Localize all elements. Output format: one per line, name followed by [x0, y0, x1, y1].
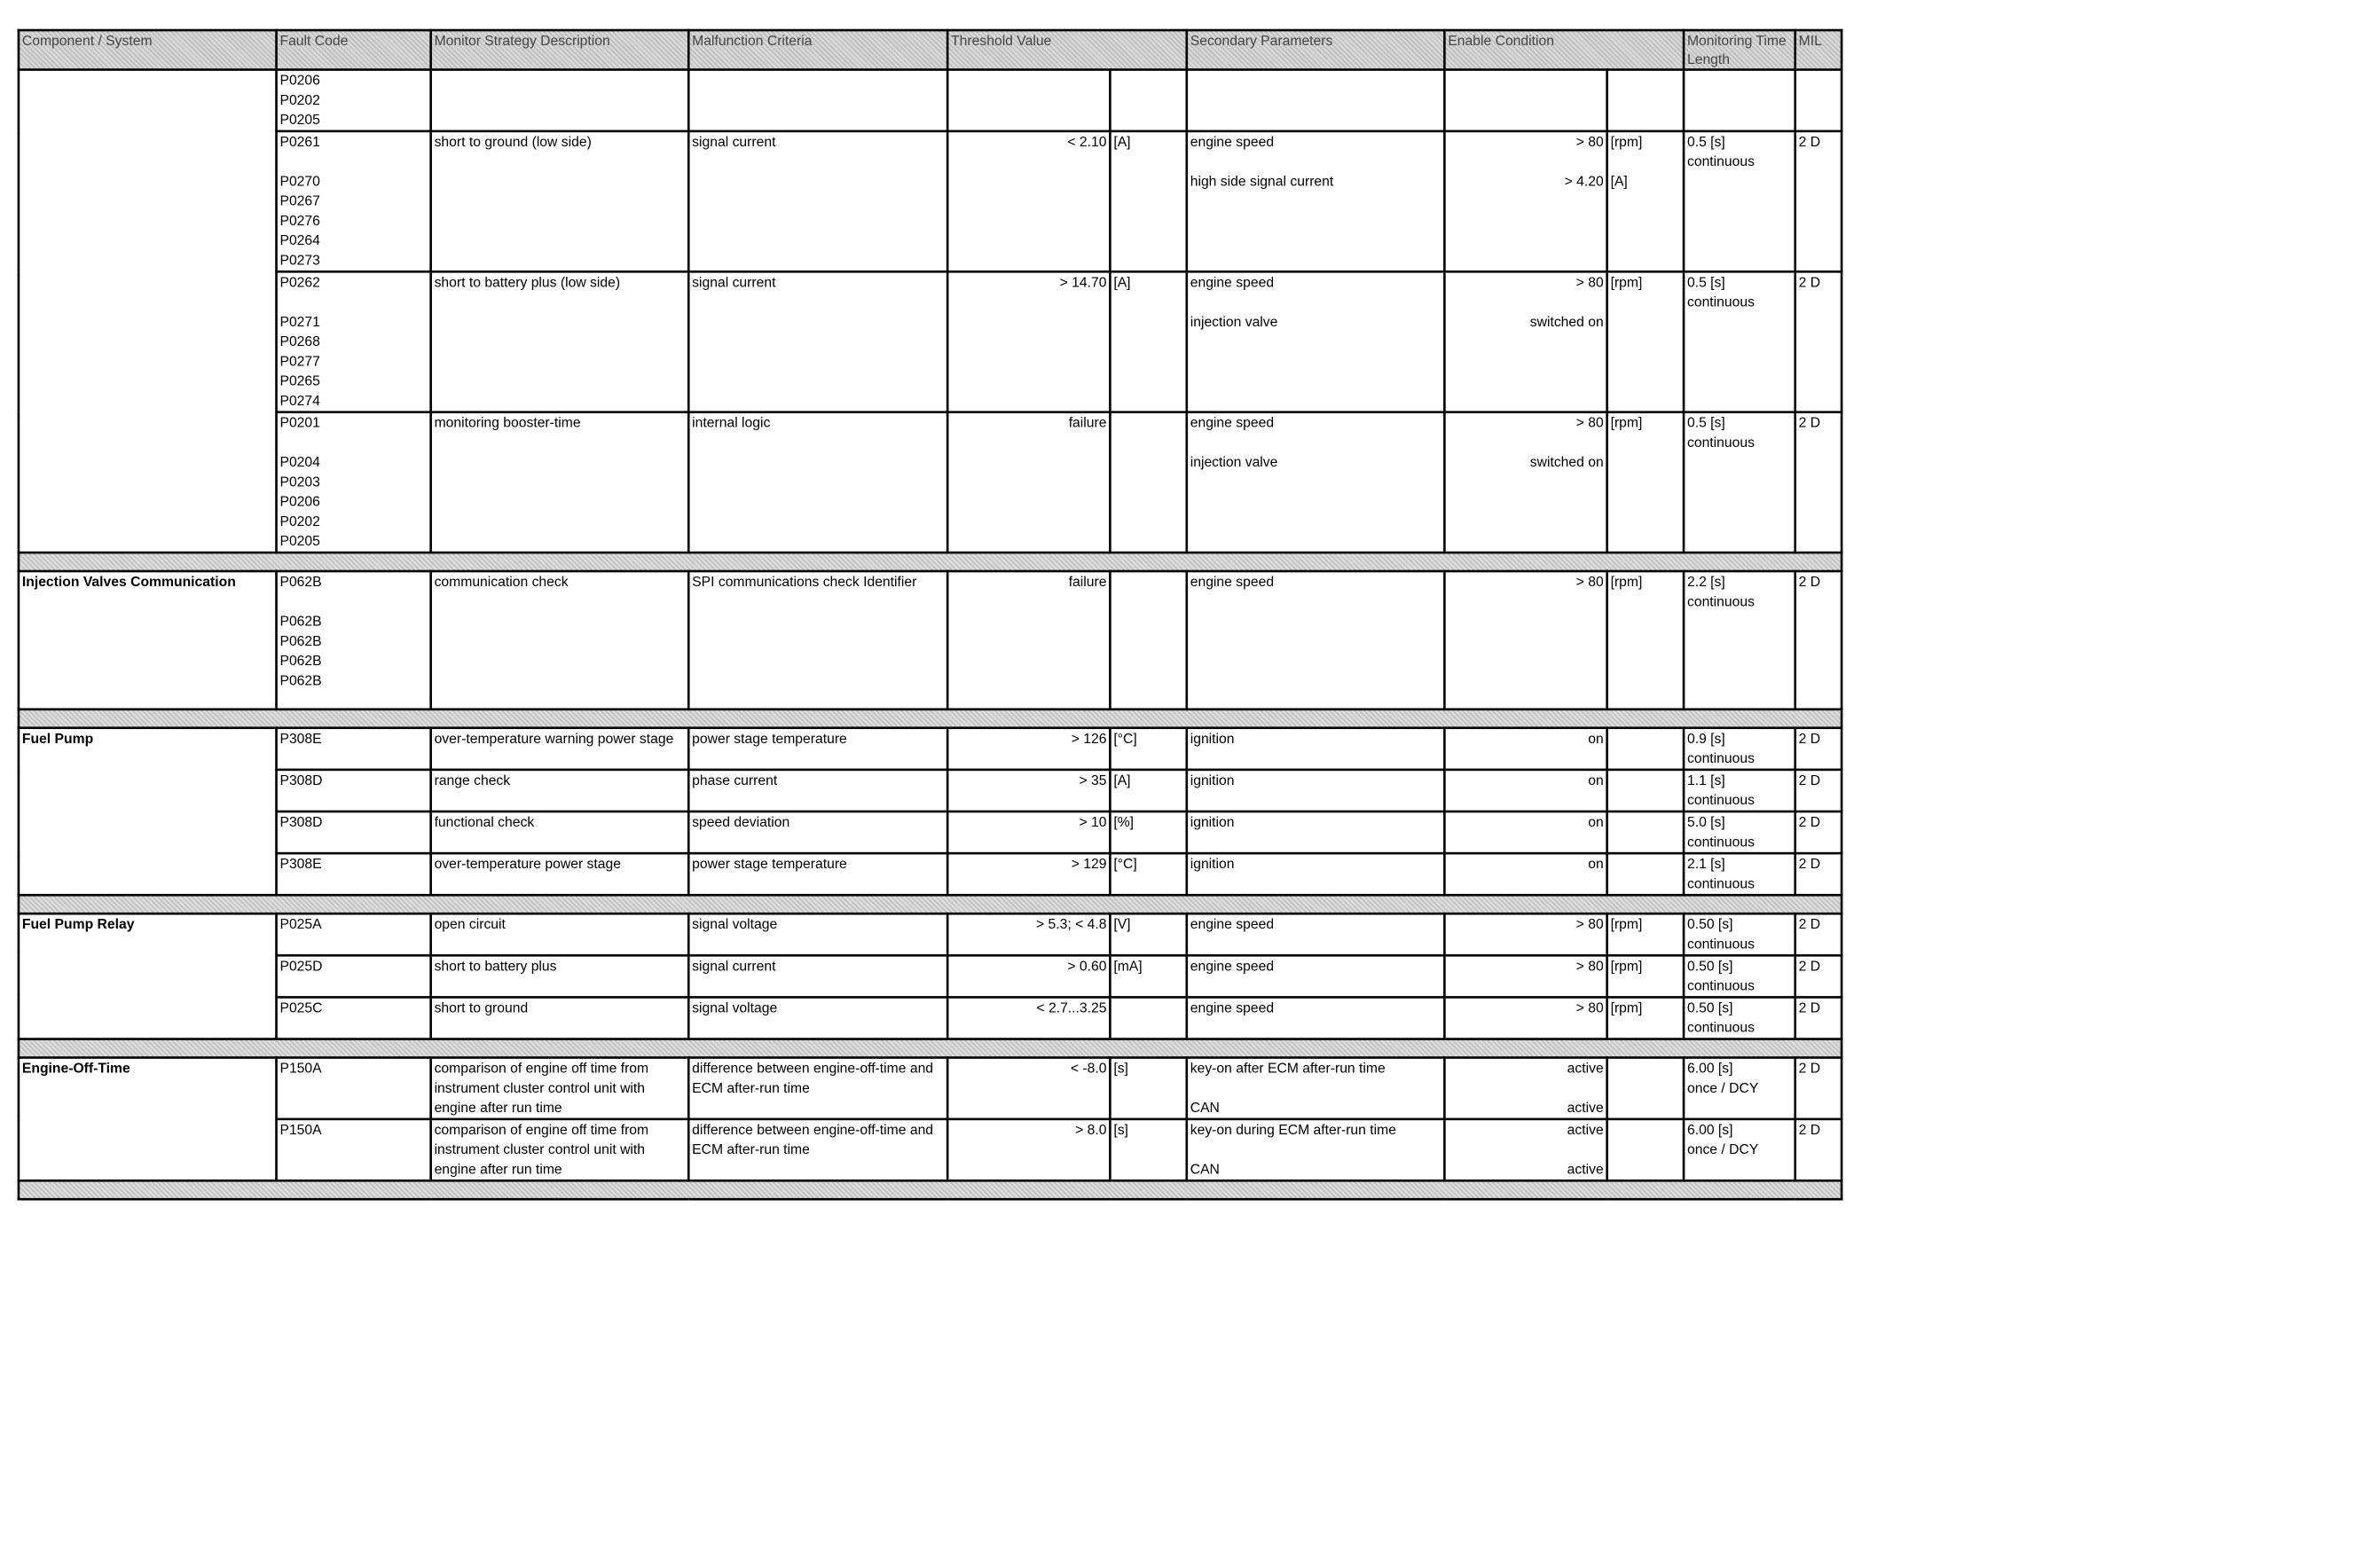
fault-code-cell [277, 131, 431, 271]
malfunction-criteria: power stage temperature [688, 853, 947, 895]
enable-unit-value: [rpm] [1607, 955, 1684, 997]
fault-code: P0202 [279, 513, 320, 529]
enable-unit-value: [rpm] [1607, 997, 1684, 1039]
monitoring-time [1684, 913, 1795, 955]
table-row [19, 1057, 1842, 1118]
time-mode: once / DCY [1686, 1079, 1759, 1096]
enable-value: on [1444, 853, 1606, 895]
enable-unit-value [1607, 853, 1684, 895]
fault-code: P308D [277, 770, 431, 811]
secondary-params [1187, 271, 1445, 412]
threshold-value: < 2.7...3.25 [947, 997, 1110, 1039]
monitor-strategy: short to ground [431, 997, 689, 1039]
component-name: Fuel Pump [19, 728, 277, 895]
monitoring-time [1684, 412, 1795, 553]
header-malfunction: Malfunction Criteria [688, 30, 947, 70]
enable-unit [1607, 1119, 1684, 1180]
secondary-param: injection valve [1190, 453, 1278, 471]
enable-condition [1444, 1057, 1606, 1118]
table-row [19, 997, 1842, 1039]
table-row [19, 571, 1842, 709]
time-value: 1.1 [s] [1686, 772, 1725, 788]
header-fault-code: Fault Code [277, 30, 431, 70]
fault-code: P308D [277, 811, 431, 853]
time-mode: continuous [1686, 1019, 1755, 1036]
header-secondary: Secondary Parameters [1187, 30, 1445, 70]
time-mode: continuous [1686, 153, 1755, 170]
fault-code: P0277 [279, 352, 320, 370]
section-divider [19, 1039, 1842, 1058]
enable-unit [1607, 412, 1684, 553]
malfunction-criteria: power stage temperature [688, 728, 947, 770]
header-component: Component / System [19, 30, 277, 70]
threshold-unit: [mA] [1110, 955, 1186, 997]
monitor-strategy: short to battery plus [431, 955, 689, 997]
header-monitor: Monitor Strategy Description [431, 30, 689, 70]
time-mode: continuous [1686, 977, 1755, 994]
secondary-param: engine speed [1187, 955, 1445, 997]
secondary-param: engine speed [1190, 133, 1275, 150]
enable-condition [1444, 131, 1606, 271]
table-row [19, 955, 1842, 997]
malfunction-criteria: signal current [688, 131, 947, 271]
threshold-unit [1110, 997, 1186, 1039]
monitoring-time [1684, 955, 1795, 997]
enable-value: > 80 [1444, 955, 1606, 997]
monitor-strategy: over-temperature warning power stage [431, 728, 689, 770]
malfunction-criteria: difference between engine-off-time and ECM after-run time [688, 1057, 947, 1118]
secondary-params [1187, 1057, 1445, 1118]
time-mode: continuous [1686, 936, 1755, 952]
table-row [19, 131, 1842, 271]
threshold-unit: [A] [1110, 271, 1186, 412]
time-mode: continuous [1686, 791, 1755, 809]
secondary-param: high side signal current [1190, 173, 1334, 190]
section-divider [19, 553, 1842, 571]
fault-code: P0202 [279, 91, 320, 108]
time-mode: continuous [1686, 294, 1755, 310]
enable-unit-value: [rpm] [1610, 273, 1643, 291]
threshold-value: > 5.3; < 4.8 [947, 913, 1110, 955]
threshold-unit: [%] [1110, 811, 1186, 853]
enable-value: > 80 [1444, 571, 1606, 709]
fault-code: P062B [279, 613, 322, 630]
fault-code: P025C [277, 997, 431, 1039]
header-row [19, 30, 1842, 70]
enable-value: > 80 [1575, 133, 1604, 150]
monitor-strategy: communication check [431, 571, 689, 709]
secondary-param: engine speed [1190, 414, 1275, 431]
fault-code: P0205 [279, 532, 320, 550]
malfunction-criteria: signal current [688, 955, 947, 997]
threshold-unit [1110, 412, 1186, 553]
malfunction-criteria: signal voltage [688, 997, 947, 1039]
enable-value: active [1567, 1060, 1604, 1077]
malfunction-criteria: internal logic [688, 412, 947, 553]
header-mil: MIL [1795, 30, 1842, 70]
fault-code: P025D [277, 955, 431, 997]
enable-unit-value [1611, 312, 1681, 332]
monitoring-time [1684, 271, 1795, 412]
threshold-value: > 35 [947, 770, 1110, 811]
time-value: 0.50 [s] [1686, 915, 1733, 933]
fault-code: P0276 [279, 212, 320, 229]
secondary-param: engine speed [1187, 571, 1445, 709]
malfunction-criteria: speed deviation [688, 811, 947, 853]
time-value: 0.5 [s] [1686, 273, 1725, 291]
time-value: 0.50 [s] [1686, 957, 1733, 975]
fault-code-cell [277, 70, 431, 131]
fault-code: P150A [277, 1057, 431, 1118]
mil-cell: 2 D [1795, 728, 1842, 770]
mil-cell: 2 D [1795, 1119, 1842, 1180]
component-name: Injection Valves Communication [19, 571, 277, 709]
secondary-param: engine speed [1190, 273, 1275, 291]
monitoring-time [1684, 571, 1795, 709]
enable-value: > 80 [1444, 913, 1606, 955]
table-row [19, 728, 1842, 770]
component-cell [19, 70, 277, 553]
enable-unit-value: [rpm] [1610, 133, 1643, 150]
threshold-unit: [V] [1110, 913, 1186, 955]
enable-value: > 80 [1575, 414, 1604, 431]
enable-condition [1444, 412, 1606, 553]
fault-code: P0261 [279, 133, 320, 150]
fault-code: P0265 [279, 372, 320, 389]
fault-code-cell [277, 271, 431, 412]
threshold-unit: [°C] [1110, 728, 1186, 770]
monitor-strategy: comparison of engine off time from instrument cluster control unit with engine after run time [431, 1057, 689, 1118]
section-divider [19, 895, 1842, 913]
time-value: 5.0 [s] [1686, 813, 1725, 830]
mil-cell: 2 D [1795, 955, 1842, 997]
fault-code: P0268 [279, 333, 320, 350]
malfunction-criteria: signal current [688, 271, 947, 412]
enable-unit [1607, 131, 1684, 271]
secondary-params [1187, 1119, 1445, 1180]
enable-unit-value [1607, 770, 1684, 811]
malfunction-criteria: difference between engine-off-time and ECM after-run time [688, 1119, 947, 1180]
enable-value: > 80 [1575, 273, 1604, 291]
mil-cell: 2 D [1795, 997, 1842, 1039]
header-enable: Enable Condition [1444, 30, 1684, 70]
enable-value: > 80 [1444, 997, 1606, 1039]
threshold-unit: [s] [1110, 1119, 1186, 1180]
time-value: 0.5 [s] [1686, 414, 1725, 431]
enable-unit-value [1607, 728, 1684, 770]
monitor-strategy: comparison of engine off time from instrument cluster control unit with engine after run time [431, 1119, 689, 1180]
secondary-param: CAN [1190, 1099, 1220, 1116]
fault-code: P062B [279, 632, 322, 649]
monitoring-time [1684, 811, 1795, 853]
threshold-value: < 2.10 [947, 131, 1110, 271]
monitoring-time [1684, 1057, 1795, 1118]
monitor-strategy: over-temperature power stage [431, 853, 689, 895]
fault-code: P062B [279, 652, 322, 669]
enable-unit [1607, 271, 1684, 412]
fault-code: P0267 [279, 192, 320, 209]
component-name: Fuel Pump Relay [19, 913, 277, 1039]
secondary-params [1187, 131, 1445, 271]
threshold-value: > 126 [947, 728, 1110, 770]
enable-value: on [1444, 811, 1606, 853]
monitor-strategy: functional check [431, 811, 689, 853]
threshold-unit: [s] [1110, 1057, 1186, 1118]
threshold-unit [1110, 571, 1186, 709]
monitoring-time [1684, 997, 1795, 1039]
threshold-value: < -8.0 [947, 1057, 1110, 1118]
time-mode: continuous [1686, 833, 1755, 851]
secondary-param: key-on after ECM after-run time [1190, 1060, 1386, 1077]
enable-value: on [1444, 728, 1606, 770]
enable-unit [1607, 1057, 1684, 1118]
enable-unit-value [1611, 453, 1681, 473]
fault-code: P308E [277, 853, 431, 895]
section-divider [19, 1180, 1842, 1199]
fault-code: P150A [277, 1119, 431, 1180]
table-row [19, 770, 1842, 811]
fault-code: P0201 [279, 414, 320, 431]
time-value: 2.1 [s] [1686, 855, 1725, 873]
mil-cell: 2 D [1795, 913, 1842, 955]
table-row [19, 412, 1842, 553]
section-divider [19, 709, 1842, 728]
enable-value: switched on [1529, 313, 1604, 330]
fault-code-cell [277, 412, 431, 553]
monitor-strategy: short to ground (low side) [431, 131, 689, 271]
enable-unit-value: [A] [1610, 173, 1628, 190]
threshold-value: > 0.60 [947, 955, 1110, 997]
monitoring-time [1684, 853, 1795, 895]
mil-cell: 2 D [1795, 271, 1842, 412]
fault-code: P308E [277, 728, 431, 770]
fault-code: P062B [279, 671, 322, 689]
secondary-param: ignition [1187, 811, 1445, 853]
mil-cell: 2 D [1795, 412, 1842, 553]
secondary-param: ignition [1187, 770, 1445, 811]
monitoring-time [1684, 770, 1795, 811]
time-value: 2.2 [s] [1686, 573, 1725, 590]
malfunction-criteria: signal voltage [688, 913, 947, 955]
time-mode: continuous [1686, 592, 1755, 610]
table-row [19, 811, 1842, 853]
time-mode: continuous [1686, 434, 1755, 451]
fault-code: P0205 [279, 111, 320, 128]
monitor-strategy: open circuit [431, 913, 689, 955]
threshold-value: failure [947, 571, 1110, 709]
header-threshold: Threshold Value [947, 30, 1187, 70]
enable-value: on [1444, 770, 1606, 811]
threshold-unit: [A] [1110, 131, 1186, 271]
fault-code-cell [277, 571, 431, 709]
time-value: 0.50 [s] [1686, 999, 1733, 1016]
fault-code: P0206 [279, 493, 320, 510]
enable-value: active [1567, 1161, 1604, 1178]
fault-code: P0270 [279, 173, 320, 190]
enable-unit-value [1607, 811, 1684, 853]
enable-unit-value: [rpm] [1607, 913, 1684, 955]
secondary-params [1187, 412, 1445, 553]
mil-cell: 2 D [1795, 571, 1842, 709]
enable-value: active [1567, 1099, 1604, 1116]
table-row [19, 1119, 1842, 1180]
mil-cell: 2 D [1795, 1057, 1842, 1118]
secondary-param: CAN [1190, 1161, 1220, 1178]
enable-value: > 4.20 [1564, 173, 1604, 190]
fault-code: P025A [277, 913, 431, 955]
table-row [19, 853, 1842, 895]
mil-cell: 2 D [1795, 853, 1842, 895]
fault-code: P0274 [279, 392, 320, 409]
malfunction-criteria: SPI communications check Identifier [688, 571, 947, 709]
fault-code: P0203 [279, 474, 320, 490]
monitoring-time [1684, 1119, 1795, 1180]
monitor-strategy: range check [431, 770, 689, 811]
secondary-param: engine speed [1187, 997, 1445, 1039]
malfunction-criteria: phase current [688, 770, 947, 811]
mil-cell: 2 D [1795, 770, 1842, 811]
threshold-value: > 14.70 [947, 271, 1110, 412]
fault-code: P0262 [279, 273, 320, 291]
enable-value: active [1567, 1121, 1604, 1138]
enable-value: switched on [1529, 453, 1604, 471]
fault-code: P0264 [279, 231, 320, 249]
secondary-param: ignition [1187, 853, 1445, 895]
table-row [19, 913, 1842, 955]
table-row [19, 271, 1842, 412]
threshold-value: > 10 [947, 811, 1110, 853]
header-time: Monitoring Time Length [1684, 30, 1795, 70]
time-value: 6.00 [s] [1686, 1060, 1733, 1077]
fault-code: P0204 [279, 453, 320, 471]
monitoring-time [1684, 728, 1795, 770]
time-mode: continuous [1686, 874, 1755, 892]
threshold-value: failure [947, 412, 1110, 553]
time-mode: continuous [1686, 749, 1755, 766]
monitor-strategy: monitoring booster-time [431, 412, 689, 553]
time-value: 0.5 [s] [1686, 133, 1725, 150]
time-value: 0.9 [s] [1686, 730, 1725, 747]
secondary-param: engine speed [1187, 913, 1445, 955]
enable-unit-value: [rpm] [1610, 414, 1643, 431]
time-mode: once / DCY [1686, 1141, 1759, 1158]
mil-cell: 2 D [1795, 131, 1842, 271]
time-value: 6.00 [s] [1686, 1121, 1733, 1138]
threshold-unit: [°C] [1110, 853, 1186, 895]
fault-code: P0273 [279, 252, 320, 269]
table-row [19, 70, 1842, 131]
fault-code: P0271 [279, 313, 320, 330]
threshold-value: > 8.0 [947, 1119, 1110, 1180]
monitor-strategy: short to battery plus (low side) [431, 271, 689, 412]
mil-cell: 2 D [1795, 811, 1842, 853]
component-name: Engine-Off-Time [19, 1057, 277, 1180]
threshold-unit: [A] [1110, 770, 1186, 811]
fault-code: P0206 [279, 72, 320, 89]
secondary-param: injection valve [1190, 313, 1278, 330]
enable-condition [1444, 1119, 1606, 1180]
threshold-value: > 129 [947, 853, 1110, 895]
monitor-strategy-table [18, 29, 1843, 1201]
enable-condition [1444, 271, 1606, 412]
secondary-param: ignition [1187, 728, 1445, 770]
fault-code: P062B [279, 573, 322, 590]
monitoring-time [1684, 131, 1795, 271]
enable-unit-value: [rpm] [1607, 571, 1684, 709]
secondary-param: key-on during ECM after-run time [1190, 1121, 1396, 1138]
